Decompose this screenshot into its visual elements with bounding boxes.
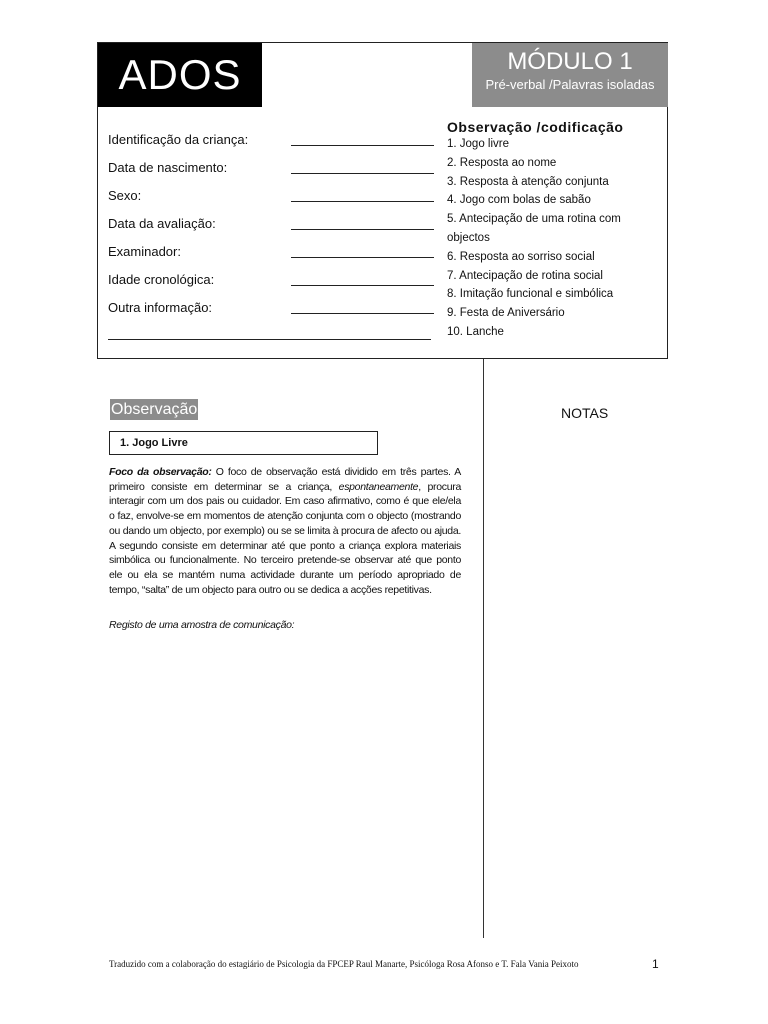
header-box: [97, 42, 668, 359]
focus-label: Foco da observação:: [109, 466, 212, 478]
fill-in-line[interactable]: [291, 145, 434, 146]
field-label: Examinador:: [108, 244, 181, 259]
fill-in-line[interactable]: [291, 313, 434, 314]
field-label: Outra informação:: [108, 300, 213, 315]
observation-item: 10. Lanche: [447, 325, 504, 338]
focus-text-italic: espontaneamente: [338, 480, 419, 493]
field-label: Data da avaliação:: [108, 216, 216, 231]
fill-in-line[interactable]: [291, 229, 434, 230]
observation-title: Observação /codificação: [447, 119, 624, 135]
page-number: 1: [652, 957, 659, 971]
section-heading: Observação: [111, 401, 198, 418]
field-other-info: [108, 297, 438, 325]
column-divider: [483, 359, 484, 938]
observation-item: 6. Resposta ao sorriso social: [447, 250, 595, 263]
module-banner: [472, 43, 668, 107]
ados-logo: ADOS: [98, 43, 262, 107]
focus-paragraph: [109, 465, 461, 597]
fill-in-line[interactable]: [291, 257, 434, 258]
observation-item: 9. Festa de Aniversário: [447, 307, 565, 320]
activity-title-box: 1. Jogo Livre: [109, 431, 378, 455]
registo-label: Registo de uma amostra de comunicação:: [109, 619, 295, 631]
field-sex: [108, 185, 438, 213]
field-label: Identificação da criança:: [108, 132, 249, 147]
observation-list: [447, 119, 662, 342]
observation-item: 1. Jogo livre: [447, 138, 510, 150]
field-evaluation-date: [108, 213, 438, 241]
field-label: Sexo:: [108, 188, 142, 203]
field-age: [108, 269, 438, 297]
fill-in-line[interactable]: [291, 201, 434, 202]
field-examiner: [108, 241, 438, 269]
fill-in-line[interactable]: [291, 285, 434, 286]
focus-text-part2: , procura interagir com um dos pais ou cuidador. Em caso afirmativo, como é que ele/ela o faz, envolve-se em momentos de atenção conjunta com o objecto (mostrando ou dando um objecto, por exemplo) ou se se limita à procura de afecto ou ajuda. A segundo consiste em determinar até que ponto a criança explora materiais simbólica ou funcionalmente. No terceiro pretende-se observar até que ponto ele ou ela se mantém numa actividade durante um período apropriado de tempo, “salta” de um objecto para outro ou se dedica a acções repetitivas.: [109, 480, 461, 596]
field-child-id: [108, 129, 438, 157]
module-title: MÓDULO 1: [507, 48, 633, 75]
observation-item: 8. Imitação funcional e simbólica: [447, 288, 614, 301]
observation-item: 5. Antecipação de uma rotina com: [447, 213, 621, 226]
module-subtitle: Pré-verbal /Palavras isoladas: [485, 77, 655, 92]
child-info-fields: [108, 129, 438, 325]
notes-label: NOTAS: [561, 405, 609, 421]
footer-credit: Traduzido com a colaboração do estagiário de Psicologia da FPCEP Raul Manarte, Psicóloga Rosa Afonso e T. Fala Vania Peixoto: [109, 959, 579, 969]
fill-in-line[interactable]: [291, 173, 434, 174]
observation-item: 2. Resposta ao nome: [447, 156, 557, 169]
observation-item: objectos: [447, 231, 490, 244]
focus-text-part1: O foco de observação está dividido em três partes. A primeiro consiste em determinar se a criança,: [109, 466, 461, 493]
field-birth-date: [108, 157, 438, 185]
observation-item: 4. Jogo com bolas de sabão: [447, 194, 591, 207]
observation-item: 3. Resposta à atenção conjunta: [447, 175, 609, 188]
field-label: Data de nascimento:: [108, 160, 228, 175]
observation-item: 7. Antecipação de rotina social: [447, 269, 603, 282]
other-info-line[interactable]: [108, 339, 431, 340]
field-label: Idade cronológica:: [108, 272, 215, 287]
